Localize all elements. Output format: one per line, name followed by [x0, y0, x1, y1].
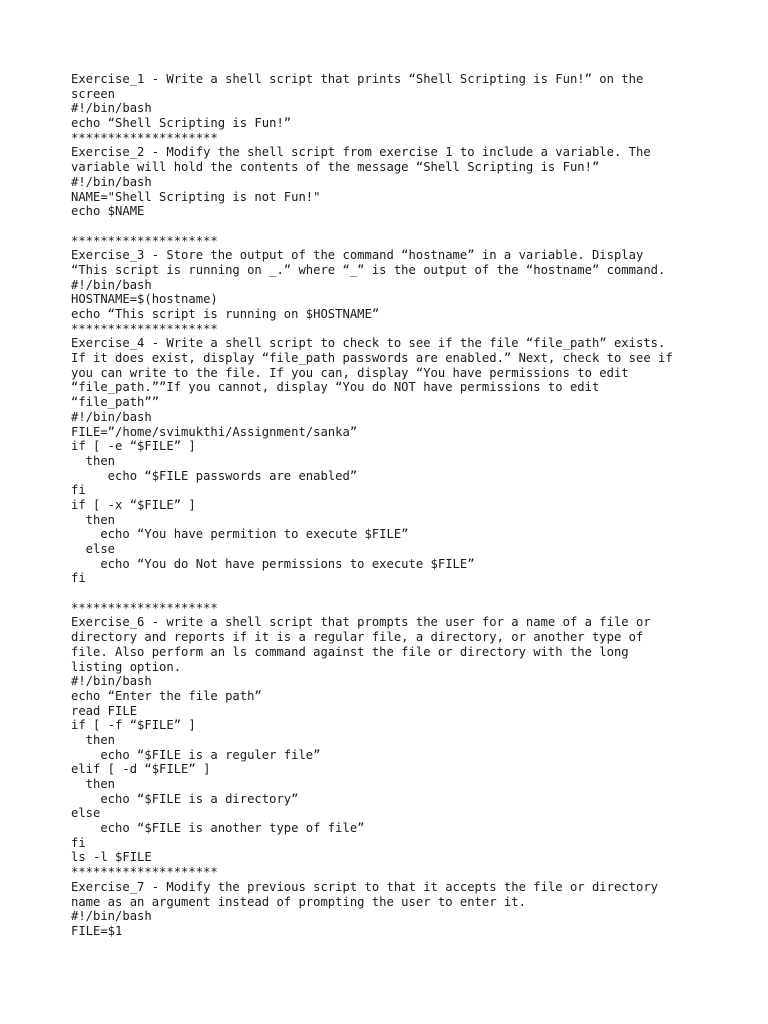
text-line: if [ -f “$FILE” ]	[71, 718, 196, 733]
text-line: echo “This script is running on $HOSTNAME”	[71, 307, 380, 321]
text-line: echo “$FILE is another type of file”	[71, 821, 365, 836]
text-line: listing option.	[71, 659, 182, 674]
text-line: then	[71, 512, 116, 527]
text-line: If it does exist, display “file_path passwords are enabled.” Next, check to see if	[71, 351, 673, 366]
text-line: fi	[71, 835, 86, 850]
text-line: then	[71, 732, 116, 747]
text-line: screen	[71, 86, 116, 101]
text-line: Exercise_2 - Modify the shell script from exercise 1 to include a variable. The	[71, 145, 651, 160]
text-line: echo “You have permition to execute $FILE”	[71, 527, 409, 542]
text-line: echo $NAME	[71, 204, 145, 219]
text-line: #!/bin/bash	[71, 674, 152, 689]
text-line: #!/bin/bash	[71, 277, 152, 292]
text-line: HOSTNAME=$(hostname)	[71, 292, 218, 307]
text-line: ls -l $FILE	[71, 850, 152, 865]
text-line: then	[71, 777, 116, 791]
text-line: “file_path””	[71, 395, 160, 410]
text-line: file. Also perform an ls command against the file or directory with the long	[71, 644, 629, 659]
text-line: “This script is running on _.” where “_” is the output of the “hostname” command.	[71, 262, 666, 277]
text-line: then	[71, 453, 116, 468]
text-line: else	[71, 542, 116, 556]
text-line: echo “$FILE is a directory”	[71, 791, 299, 806]
text-line: echo “You do Not have permissions to execute $FILE”	[71, 556, 475, 571]
text-line: fi	[71, 571, 86, 586]
text-line: fi	[71, 483, 86, 498]
text-line: directory and reports if it is a regular file, a directory, or another type of	[71, 630, 644, 645]
text-line: echo “$FILE passwords are enabled”	[71, 468, 358, 483]
text-line: else	[71, 806, 101, 821]
text-line: variable will hold the contents of the message “Shell Scripting is Fun!”	[71, 160, 600, 175]
text-line: ********************	[71, 865, 218, 880]
text-line: ********************	[71, 130, 218, 145]
document-body	[71, 72, 711, 939]
text-line: #!/bin/bash	[71, 409, 152, 424]
blank-line	[71, 219, 711, 234]
blank-line	[71, 586, 711, 601]
text-line: read FILE	[71, 703, 138, 718]
text-line: Exercise_6 - write a shell script that prompts the user for a name of a file or	[71, 615, 651, 630]
text-line: elif [ -d “$FILE” ]	[71, 762, 211, 777]
text-line: echo “$FILE is a reguler file”	[71, 747, 321, 762]
text-line: echo “Shell Scripting is Fun!”	[71, 116, 292, 131]
text-line: #!/bin/bash	[71, 174, 152, 189]
text-line: ********************	[71, 233, 218, 248]
text-line: Exercise_4 - Write a shell script to check to see if the file “file_path” exists.	[71, 336, 666, 351]
text-line: Exercise_7 - Modify the previous script to that it accepts the file or directory	[71, 879, 658, 894]
text-line: if [ -e “$FILE” ]	[71, 439, 196, 454]
text-line: ********************	[71, 321, 218, 336]
text-line: Exercise_1 - Write a shell script that prints “Shell Scripting is Fun!” on the	[71, 72, 644, 86]
text-line: “file_path.””If you cannot, display “You do NOT have permissions to edit	[71, 380, 600, 395]
text-line: if [ -x “$FILE” ]	[71, 497, 196, 512]
text-line: FILE=$1	[71, 923, 123, 938]
text-line: FILE=”/home/svimukthi/Assignment/sanka”	[71, 424, 358, 439]
text-line: Exercise_3 - Store the output of the command “hostname” in a variable. Display	[71, 248, 644, 263]
text-line: #!/bin/bash	[71, 101, 152, 116]
text-line: #!/bin/bash	[71, 909, 152, 924]
text-line: NAME="Shell Scripting is not Fun!"	[71, 189, 321, 204]
text-line: you can write to the file. If you can, display “You have permissions to edit	[71, 365, 629, 380]
text-line: ********************	[71, 600, 218, 615]
text-line: echo “Enter the file path”	[71, 688, 262, 703]
text-line: name as an argument instead of prompting the user to enter it.	[71, 894, 526, 909]
